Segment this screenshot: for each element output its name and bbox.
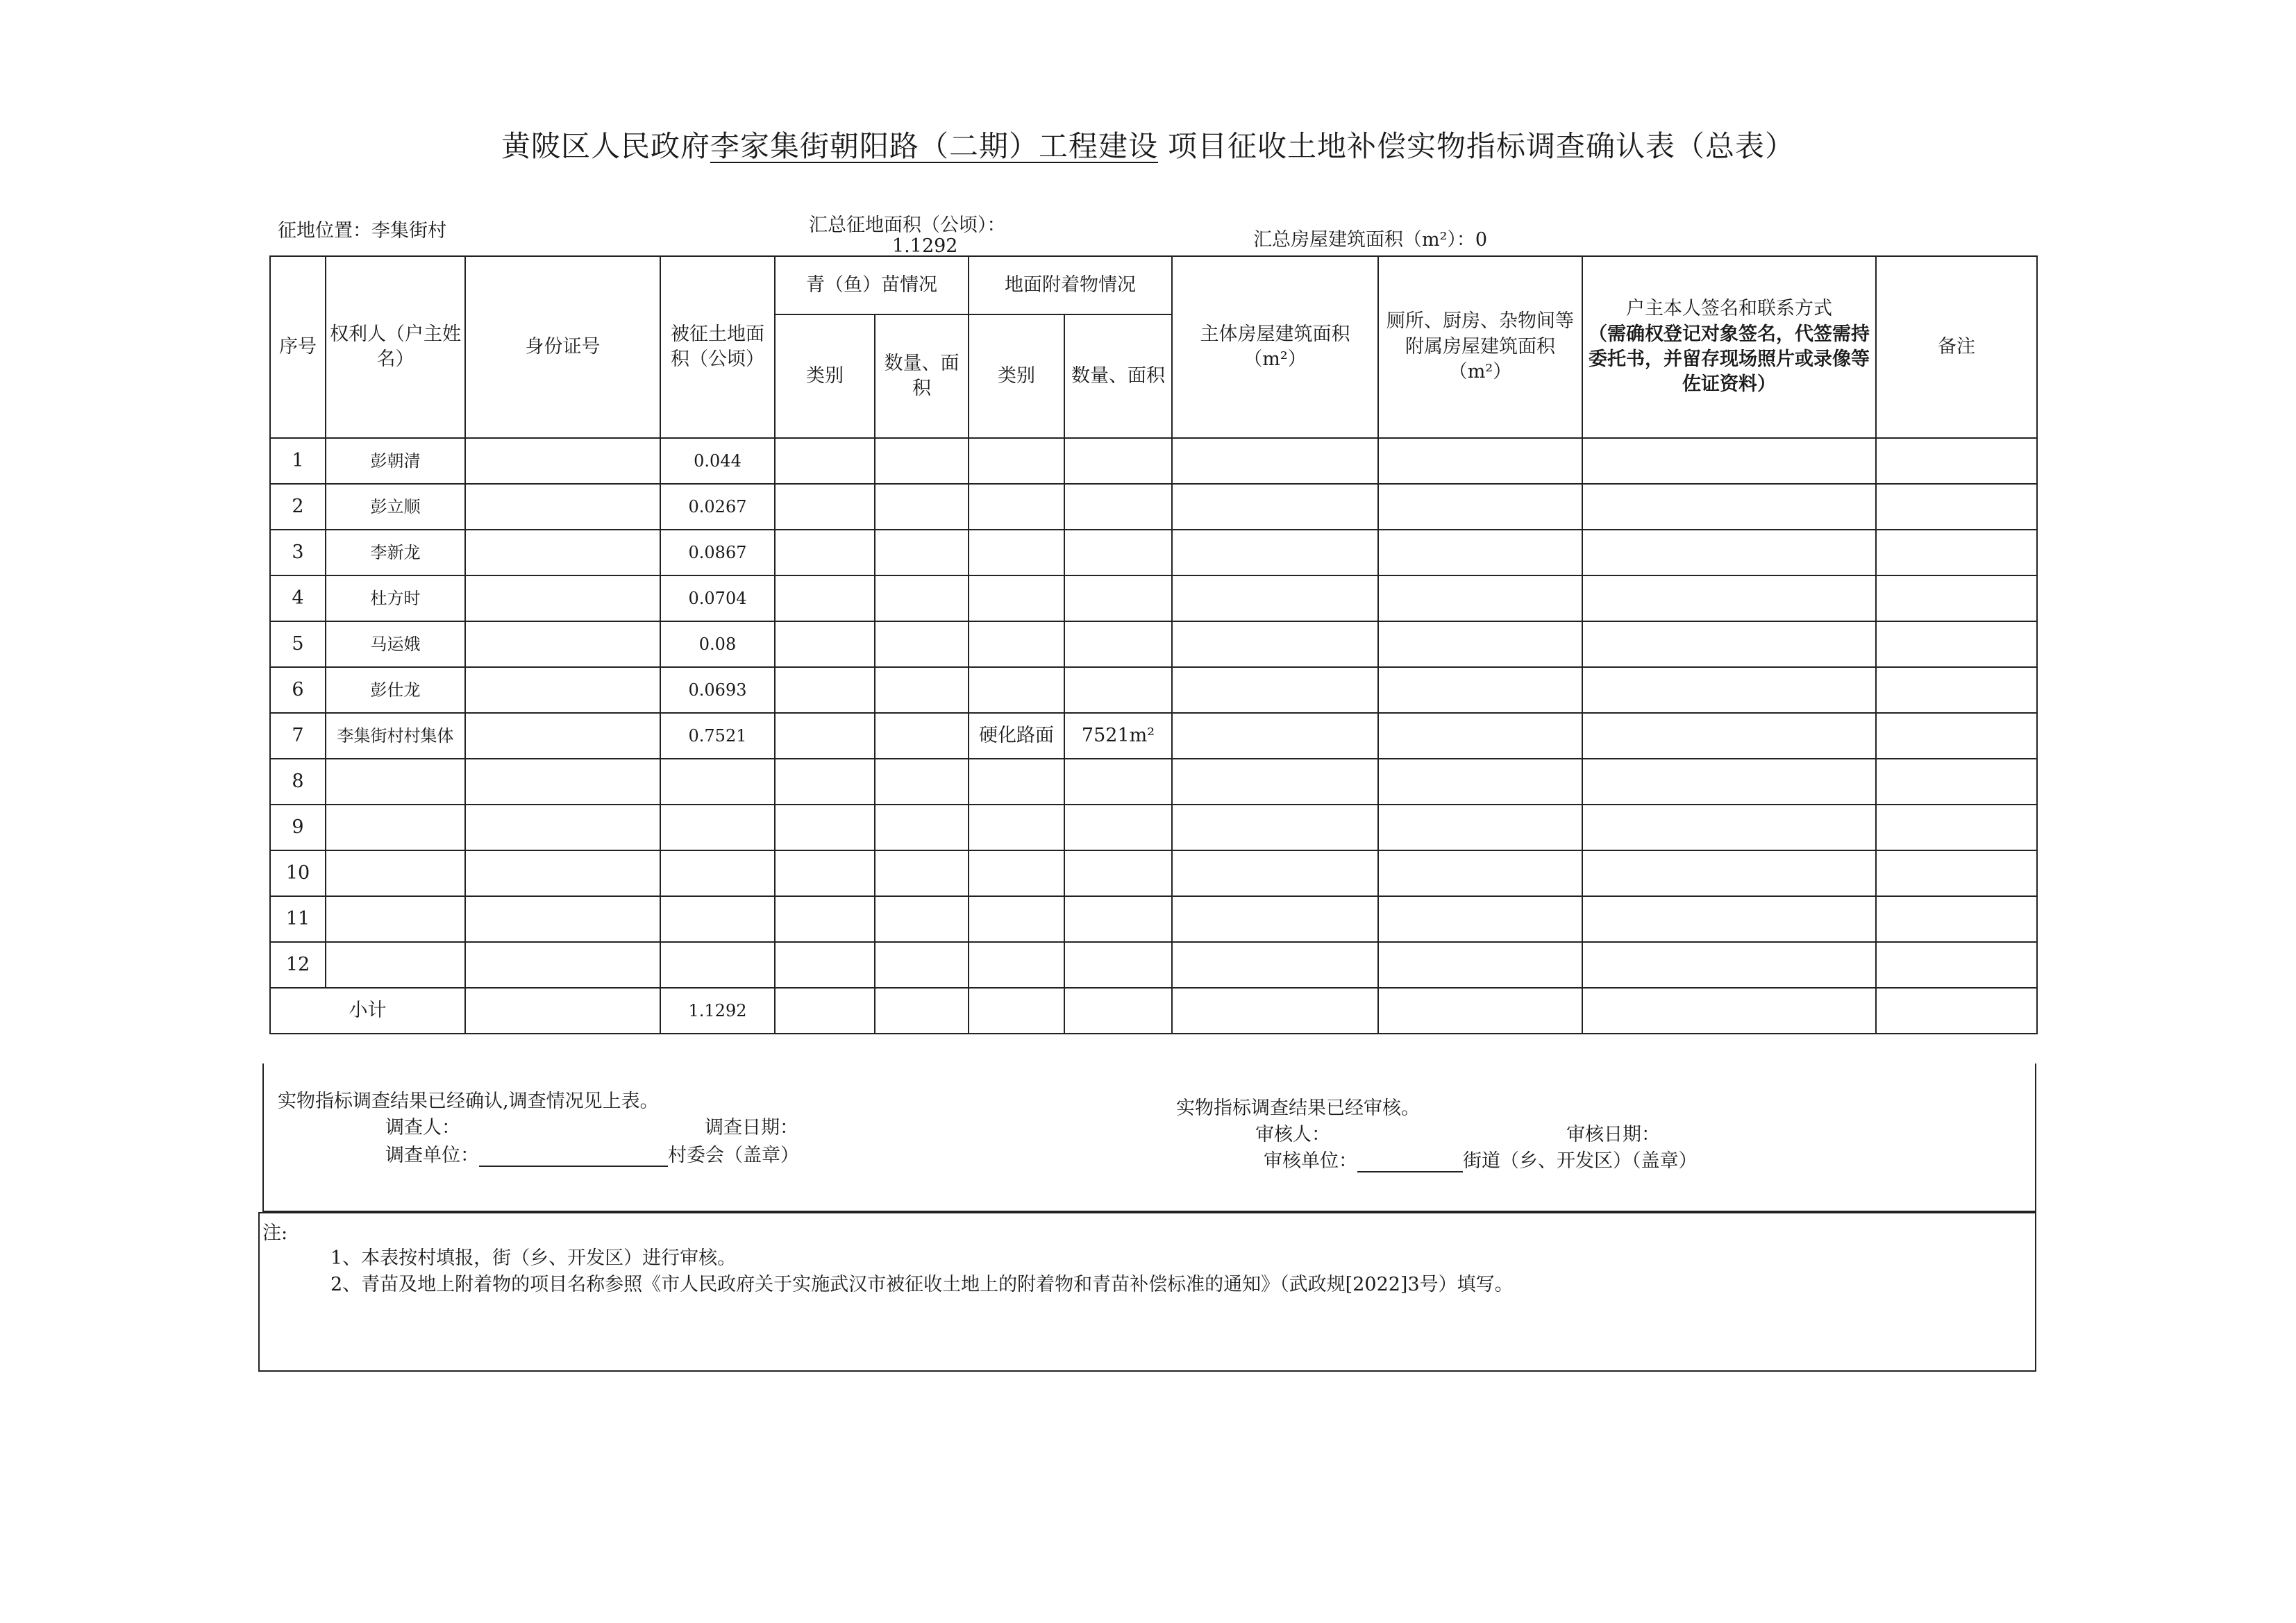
confirmation-section [262,1063,2036,1212]
row-remark [1876,621,2037,667]
row-attachment-category [969,759,1064,805]
subtotal-cell [969,988,1064,1034]
row-land-area: 0.7521 [660,713,775,759]
row-attachment-qty [1064,759,1172,805]
row-seedling-category [775,850,875,896]
row-aux-building [1378,621,1582,667]
row-owner: 彭朝清 [326,438,465,484]
row-seedling-qty [875,759,969,805]
row-aux-building [1378,484,1582,530]
header-aux-building: 厕所、厨房、杂物间等附属房屋建筑面积（m²） [1378,256,1582,438]
row-seedling-qty [875,621,969,667]
row-id-card [465,621,660,667]
row-land-area: 0.0693 [660,667,775,713]
subtotal-id-card [465,988,660,1034]
note-item: 2、青苗及地上附着物的项目名称参照《市人民政府关于实施武汉市被征收土地上的附着物和青苗补偿标准的通知》（武政规[2022]3号）填写。 [330,1274,1514,1295]
row-main-building [1172,530,1378,575]
row-seedling-qty [875,438,969,484]
header-main-building: 主体房屋建筑面积（m²） [1172,256,1378,438]
review-statement: 实物指标调查结果已经审核。 [1176,1098,1420,1119]
row-owner [326,850,465,896]
row-no: 2 [270,484,326,530]
row-id-card [465,530,660,575]
header-land-area: 被征土地面积（公顷） [660,256,775,438]
row-attachment-category [969,805,1064,850]
row-id-card [465,850,660,896]
row-signature [1582,530,1876,575]
table-row [270,805,2037,850]
table-row [270,942,2037,988]
row-seedling-category [775,805,875,850]
row-seedling-category [775,759,875,805]
row-signature [1582,621,1876,667]
row-signature [1582,713,1876,759]
subtotal-cell [1172,988,1378,1034]
row-main-building [1172,942,1378,988]
row-land-area: 0.0704 [660,575,775,621]
row-land-area: 0.0267 [660,484,775,530]
land-location: 征地位置：李集街村 [278,220,446,242]
table-row [270,896,2037,942]
row-remark [1876,942,2037,988]
row-signature [1582,850,1876,896]
subtotal-cell [875,988,969,1034]
table-row [270,713,2037,759]
row-aux-building [1378,850,1582,896]
header-id-card: 身份证号 [465,256,660,438]
row-owner [326,759,465,805]
row-aux-building [1378,759,1582,805]
village-seal-label: 村委会（盖章） [668,1145,799,1166]
subtotal-row [270,988,2037,1034]
row-attachment-category [969,438,1064,484]
subtotal-cell [1378,988,1582,1034]
investigate-date-label: 调查日期： [705,1117,798,1138]
total-building-area: 汇总房屋建筑面积（m²）：0 [1253,229,1488,251]
survey-table [269,255,2038,1034]
row-seedling-category [775,530,875,575]
row-attachment-qty [1064,850,1172,896]
row-aux-building [1378,896,1582,942]
row-aux-building [1378,530,1582,575]
row-attachment-qty [1064,438,1172,484]
confirm-statement: 实物指标调查结果已经确认,调查情况见上表。 [278,1091,659,1112]
row-seedling-category [775,896,875,942]
row-attachment-category [969,484,1064,530]
row-land-area [660,805,775,850]
investigate-unit-line [385,1140,799,1167]
row-land-area [660,850,775,896]
review-unit-line [1264,1145,1698,1172]
row-seedling-category [775,667,875,713]
header-seedling-qty: 数量、面积 [875,314,969,438]
row-id-card [465,713,660,759]
total-land-area-value: 1.1292 [892,235,958,257]
row-id-card [465,805,660,850]
row-land-area: 0.0867 [660,530,775,575]
header-no: 序号 [270,256,326,438]
notes-section [258,1212,2036,1372]
row-no: 8 [270,759,326,805]
row-id-card [465,942,660,988]
row-owner: 彭立顺 [326,484,465,530]
row-seedling-category [775,438,875,484]
row-attachment-qty [1064,484,1172,530]
row-remark [1876,484,2037,530]
street-seal-label: 街道（乡、开发区）（盖章） [1463,1150,1698,1172]
note-item: 1、本表按村填报，街（乡、开发区）进行审核。 [330,1247,737,1269]
subtotal-land-area: 1.1292 [660,988,775,1034]
table-row [270,850,2037,896]
row-attachment-qty [1064,575,1172,621]
row-aux-building [1378,713,1582,759]
header-attachment-qty: 数量、面积 [1064,314,1172,438]
row-remark [1876,805,2037,850]
title-project-name: 李家集街朝阳路（二期）工程建设 [710,129,1158,163]
row-seedling-qty [875,575,969,621]
row-id-card [465,484,660,530]
review-unit-blank [1357,1153,1463,1172]
row-attachment-qty: 7521m² [1064,713,1172,759]
row-main-building [1172,713,1378,759]
table-row [270,438,2037,484]
row-land-area [660,759,775,805]
row-signature [1582,759,1876,805]
row-id-card [465,667,660,713]
row-land-area [660,942,775,988]
subtotal-cell [775,988,875,1034]
header-signature [1582,256,1876,438]
row-attachment-category [969,667,1064,713]
row-main-building [1172,621,1378,667]
header-owner: 权利人（户主姓名） [326,256,465,438]
subtotal-cell [1582,988,1876,1034]
row-remark [1876,713,2037,759]
row-remark [1876,896,2037,942]
reviewer-label: 审核人： [1255,1124,1330,1145]
row-signature [1582,896,1876,942]
row-main-building [1172,805,1378,850]
row-no: 1 [270,438,326,484]
row-signature [1582,667,1876,713]
subtotal-cell [1876,988,2037,1034]
row-attachment-category: 硬化路面 [969,713,1064,759]
page-title [0,124,2296,165]
table-row [270,575,2037,621]
review-date-label: 审核日期： [1566,1124,1660,1145]
row-seedling-qty [875,805,969,850]
row-attachment-category [969,850,1064,896]
header-seedling: 青（鱼）苗情况 [775,256,969,314]
row-remark [1876,850,2037,896]
row-attachment-qty [1064,942,1172,988]
row-aux-building [1378,667,1582,713]
row-aux-building [1378,805,1582,850]
row-seedling-category [775,713,875,759]
investigator-label: 调查人： [385,1117,460,1138]
row-aux-building [1378,575,1582,621]
row-land-area [660,896,775,942]
row-owner: 彭仕龙 [326,667,465,713]
investigate-unit-label: 调查单位： [385,1145,479,1166]
table-row [270,530,2037,575]
row-id-card [465,759,660,805]
row-owner [326,896,465,942]
table-row [270,484,2037,530]
row-no: 9 [270,805,326,850]
row-seedling-category [775,484,875,530]
row-attachment-qty [1064,667,1172,713]
row-attachment-category [969,530,1064,575]
row-seedling-qty [875,667,969,713]
row-no: 3 [270,530,326,575]
row-owner [326,805,465,850]
table-row [270,667,2037,713]
row-attachment-category [969,942,1064,988]
total-land-area-label: 汇总征地面积（公顷）： [809,215,1006,236]
title-prefix: 黄陂区人民政府 [501,129,710,163]
row-no: 5 [270,621,326,667]
row-attachment-category [969,896,1064,942]
row-main-building [1172,575,1378,621]
row-seedling-qty [875,896,969,942]
row-signature [1582,805,1876,850]
header-signature-note: （需确权登记对象签名，代签需持委托书，并留存现场照片或录像等佐证资料） [1589,323,1870,396]
row-main-building [1172,667,1378,713]
subtotal-label: 小计 [270,988,465,1034]
row-seedling-qty [875,484,969,530]
review-unit-label: 审核单位： [1264,1150,1357,1172]
row-signature [1582,484,1876,530]
row-land-area: 0.08 [660,621,775,667]
header-signature-title: 户主本人签名和联系方式 [1626,298,1832,320]
row-seedling-category [775,942,875,988]
header-remark: 备注 [1876,256,2037,438]
row-main-building [1172,896,1378,942]
header-seedling-category: 类别 [775,314,875,438]
row-owner: 李集街村村集体 [326,713,465,759]
row-attachment-category [969,621,1064,667]
row-seedling-qty [875,850,969,896]
row-main-building [1172,484,1378,530]
row-main-building [1172,850,1378,896]
row-main-building [1172,759,1378,805]
row-seedling-category [775,621,875,667]
row-no: 10 [270,850,326,896]
row-signature [1582,438,1876,484]
row-attachment-category [969,575,1064,621]
subtotal-cell [1064,988,1172,1034]
row-owner: 杜方时 [326,575,465,621]
row-aux-building [1378,942,1582,988]
row-seedling-qty [875,942,969,988]
row-id-card [465,438,660,484]
row-owner [326,942,465,988]
row-attachment-qty [1064,805,1172,850]
row-no: 12 [270,942,326,988]
row-signature [1582,942,1876,988]
row-remark [1876,438,2037,484]
row-aux-building [1378,438,1582,484]
row-main-building [1172,438,1378,484]
row-land-area: 0.044 [660,438,775,484]
row-attachment-qty [1064,621,1172,667]
row-no: 6 [270,667,326,713]
row-id-card [465,896,660,942]
row-attachment-qty [1064,896,1172,942]
row-owner: 马运娥 [326,621,465,667]
row-signature [1582,575,1876,621]
row-no: 7 [270,713,326,759]
row-remark [1876,575,2037,621]
row-remark [1876,759,2037,805]
table-row [270,621,2037,667]
header-attachment: 地面附着物情况 [969,256,1172,314]
row-seedling-qty [875,713,969,759]
row-id-card [465,575,660,621]
notes-label: 注: [262,1222,288,1244]
row-seedling-qty [875,530,969,575]
table-row [270,759,2037,805]
row-remark [1876,667,2037,713]
header-attachment-category: 类别 [969,314,1064,438]
row-no: 4 [270,575,326,621]
investigate-unit-blank [479,1147,668,1167]
row-remark [1876,530,2037,575]
row-no: 11 [270,896,326,942]
title-suffix: 项目征收土地补偿实物指标调查确认表（总表） [1168,129,1795,163]
row-seedling-category [775,575,875,621]
row-attachment-qty [1064,530,1172,575]
row-owner: 李新龙 [326,530,465,575]
